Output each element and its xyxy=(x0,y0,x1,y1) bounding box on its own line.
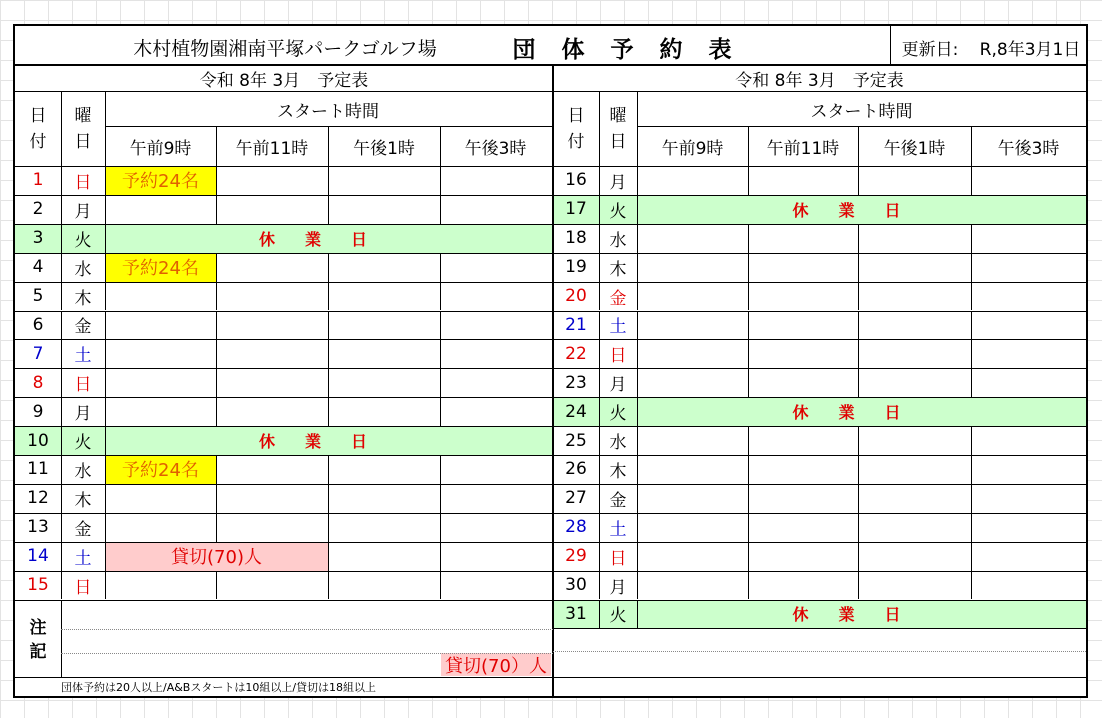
grid-line xyxy=(61,426,62,455)
grid-line xyxy=(216,311,217,340)
closed-label: 休業日 xyxy=(792,605,931,625)
grid-line xyxy=(216,368,217,397)
left-weekday-header-text: 曜 日 xyxy=(74,106,92,152)
grid-line xyxy=(748,368,749,397)
grid-line xyxy=(105,542,106,571)
grid-line xyxy=(61,311,62,340)
weekday: 日 xyxy=(74,172,92,193)
grid-line xyxy=(858,426,859,455)
day-number: 23 xyxy=(565,372,587,393)
day-number: 11 xyxy=(27,459,49,480)
grid-line xyxy=(971,311,972,340)
closed-label: 休業日 xyxy=(792,403,931,423)
grid-line xyxy=(971,224,972,253)
day-number: 27 xyxy=(565,488,587,509)
day-number: 22 xyxy=(565,343,587,364)
grid-line xyxy=(858,339,859,368)
grid-line xyxy=(858,282,859,311)
grid-line xyxy=(748,126,749,166)
left-slot-header: 午前9時 xyxy=(129,138,192,159)
weekday: 金 xyxy=(74,519,92,540)
grid-line xyxy=(637,542,638,571)
charter-label: 貸切(70)人 xyxy=(171,547,262,569)
weekday: 木 xyxy=(609,259,627,280)
grid-line xyxy=(440,166,441,195)
grid-line xyxy=(328,195,329,224)
grid-line xyxy=(599,484,600,513)
grid-line xyxy=(858,368,859,397)
grid-line xyxy=(15,166,1086,167)
grid-line xyxy=(748,513,749,542)
reservation-label: 予約24名 xyxy=(122,460,199,482)
grid-line xyxy=(61,166,62,195)
day-number: 1 xyxy=(32,170,44,191)
day-number: 17 xyxy=(565,199,587,220)
grid-line xyxy=(105,224,106,253)
weekday: 土 xyxy=(74,548,92,569)
grid-line xyxy=(553,651,1086,652)
grid-line xyxy=(599,426,600,455)
day-number: 21 xyxy=(565,314,587,335)
grid-line xyxy=(61,91,62,166)
day-number: 14 xyxy=(27,546,49,567)
grid-line xyxy=(971,339,972,368)
weekday: 火 xyxy=(609,404,627,425)
grid-line xyxy=(637,166,638,195)
legend-charter: 貸切(70）人 xyxy=(445,655,547,677)
reservation-label: 予約24名 xyxy=(122,171,199,193)
grid-line xyxy=(61,542,62,571)
weekday: 火 xyxy=(609,201,627,222)
grid-line xyxy=(328,571,329,600)
day-number: 4 xyxy=(32,257,44,278)
grid-line xyxy=(637,571,638,600)
day-number: 12 xyxy=(27,488,49,509)
weekday: 日 xyxy=(609,346,627,367)
grid-line xyxy=(599,571,600,600)
day-number: 10 xyxy=(27,430,49,451)
weekday: 土 xyxy=(609,519,627,540)
grid-line xyxy=(105,253,106,282)
grid-line xyxy=(440,484,441,513)
grid-line xyxy=(637,253,638,282)
weekday: 水 xyxy=(74,461,92,482)
grid-line xyxy=(61,484,62,513)
left-day-header-text: 日 付 xyxy=(29,106,47,152)
grid-line xyxy=(440,455,441,484)
grid-line xyxy=(637,513,638,542)
grid-line xyxy=(105,339,106,368)
grid-line xyxy=(748,484,749,513)
grid-line xyxy=(748,311,749,340)
sheet-title: 団体予約表 xyxy=(512,36,758,63)
grid-line xyxy=(637,224,638,253)
weekday: 火 xyxy=(74,433,92,454)
weekday: 金 xyxy=(74,317,92,338)
weekday: 水 xyxy=(609,230,627,251)
grid-line xyxy=(858,455,859,484)
grid-line xyxy=(858,126,859,166)
grid-line xyxy=(328,484,329,513)
weekday: 土 xyxy=(609,317,627,338)
day-number: 24 xyxy=(565,401,587,422)
grid-line xyxy=(748,166,749,195)
grid-line xyxy=(105,455,106,484)
grid-line xyxy=(440,282,441,311)
day-number: 19 xyxy=(565,257,587,278)
notes-label: 注 記 xyxy=(29,617,47,662)
grid-line xyxy=(599,166,600,195)
grid-line xyxy=(61,282,62,311)
grid-line xyxy=(216,339,217,368)
right-slot-header: 午前11時 xyxy=(766,138,840,159)
grid-line xyxy=(599,339,600,368)
grid-line xyxy=(216,455,217,484)
weekday: 月 xyxy=(74,201,92,222)
weekday: 木 xyxy=(74,288,92,309)
grid-line xyxy=(599,513,600,542)
day-number: 25 xyxy=(565,430,587,451)
grid-line xyxy=(858,253,859,282)
day-number: 20 xyxy=(565,286,587,307)
grid-line xyxy=(637,91,638,166)
grid-line xyxy=(553,628,1086,629)
day-number: 6 xyxy=(32,314,44,335)
grid-line xyxy=(105,311,106,340)
updated-date: R,8年3月1日 xyxy=(979,39,1081,60)
grid-line xyxy=(216,513,217,542)
left-start-time-header: スタート時間 xyxy=(277,101,379,122)
grid-line xyxy=(328,339,329,368)
grid-line xyxy=(858,166,859,195)
grid-line xyxy=(440,253,441,282)
grid-line xyxy=(216,484,217,513)
day-number: 16 xyxy=(565,170,587,191)
grid-line xyxy=(858,571,859,600)
grid-line xyxy=(971,513,972,542)
grid-line xyxy=(971,542,972,571)
grid-line xyxy=(61,513,62,542)
weekday: 水 xyxy=(74,259,92,280)
grid-line xyxy=(599,542,600,571)
grid-line xyxy=(216,126,217,166)
closed-label: 休業日 xyxy=(258,432,397,452)
grid-line xyxy=(599,397,600,426)
weekday: 木 xyxy=(609,461,627,482)
grid-line xyxy=(61,368,62,397)
grid-line xyxy=(216,253,217,282)
grid-line xyxy=(328,397,329,426)
grid-line xyxy=(858,224,859,253)
grid-line xyxy=(440,368,441,397)
grid-line xyxy=(61,397,62,426)
closed-label: 休業日 xyxy=(258,229,397,249)
grid-line xyxy=(599,253,600,282)
weekday: 月 xyxy=(609,172,627,193)
grid-line xyxy=(105,282,106,311)
grid-line xyxy=(748,571,749,600)
grid-line xyxy=(599,455,600,484)
grid-line xyxy=(216,571,217,600)
day-number: 15 xyxy=(27,575,49,596)
grid-line xyxy=(971,455,972,484)
weekday: 日 xyxy=(74,577,92,598)
grid-line xyxy=(440,126,441,166)
grid-line xyxy=(599,368,600,397)
grid-line xyxy=(637,282,638,311)
grid-line xyxy=(440,397,441,426)
grid-line xyxy=(105,166,106,195)
grid-line xyxy=(440,571,441,600)
grid-line xyxy=(890,26,891,64)
reservation-label: 予約24名 xyxy=(122,258,199,280)
left-slot-header: 午前11時 xyxy=(235,138,309,159)
grid-line xyxy=(599,195,600,224)
left-period-title: 令和 8年 3月 予定表 xyxy=(199,70,369,91)
footnote: 団体予約は20人以上/A&Bスタートは10組以上/貸切は18組以上 xyxy=(61,681,377,694)
day-number: 28 xyxy=(565,517,587,538)
day-number: 8 xyxy=(32,372,44,393)
grid-line xyxy=(553,677,1086,678)
grid-line xyxy=(858,484,859,513)
grid-line xyxy=(971,368,972,397)
grid-line xyxy=(328,253,329,282)
grid-line xyxy=(971,126,972,166)
weekday: 日 xyxy=(609,548,627,569)
right-day-header-text: 日 付 xyxy=(567,106,585,152)
right-start-time-header: スタート時間 xyxy=(810,101,913,122)
grid-line xyxy=(599,600,600,629)
grid-line xyxy=(216,195,217,224)
right-slot-header: 午後1時 xyxy=(883,138,946,159)
grid-line xyxy=(105,195,106,224)
weekday: 金 xyxy=(609,288,627,309)
grid-line xyxy=(971,571,972,600)
right-slot-header: 午後3時 xyxy=(997,138,1060,159)
closed-label: 休業日 xyxy=(792,200,931,220)
grid-line xyxy=(971,253,972,282)
grid-line xyxy=(748,253,749,282)
grid-line xyxy=(328,455,329,484)
grid-line xyxy=(971,484,972,513)
grid-line xyxy=(61,195,62,224)
grid-line xyxy=(748,426,749,455)
grid-line xyxy=(552,64,554,698)
grid-line xyxy=(440,339,441,368)
right-slot-header: 午前9時 xyxy=(661,138,724,159)
grid-line xyxy=(61,224,62,253)
venue-name: 木村植物園湘南平塚パークゴルフ場 xyxy=(133,37,437,60)
grid-line xyxy=(971,426,972,455)
grid-line xyxy=(637,455,638,484)
grid-line xyxy=(440,195,441,224)
grid-line xyxy=(971,282,972,311)
grid-line xyxy=(61,571,62,600)
grid-line xyxy=(440,542,441,571)
grid-line xyxy=(328,368,329,397)
grid-line xyxy=(748,224,749,253)
day-number: 29 xyxy=(565,546,587,567)
right-weekday-header-text: 曜 日 xyxy=(609,106,627,152)
grid-line xyxy=(637,397,638,426)
grid-line xyxy=(748,455,749,484)
grid-line xyxy=(105,91,106,166)
grid-line xyxy=(637,311,638,340)
weekday: 月 xyxy=(609,375,627,396)
grid-line xyxy=(328,126,329,166)
weekday: 木 xyxy=(74,490,92,511)
grid-line xyxy=(105,484,106,513)
grid-line xyxy=(637,484,638,513)
day-number: 2 xyxy=(32,199,44,220)
day-number: 30 xyxy=(565,575,587,596)
grid-line xyxy=(105,513,106,542)
grid-line xyxy=(328,311,329,340)
grid-line xyxy=(440,513,441,542)
grid-line xyxy=(599,311,600,340)
day-number: 26 xyxy=(565,459,587,480)
grid-line xyxy=(105,397,106,426)
left-slot-header: 午後1時 xyxy=(353,138,415,159)
day-number: 13 xyxy=(27,517,49,538)
grid-line xyxy=(216,166,217,195)
grid-line xyxy=(328,166,329,195)
grid-line xyxy=(328,542,329,571)
grid-line xyxy=(15,600,553,601)
right-period-title: 令和 8年 3月 予定表 xyxy=(735,70,904,91)
grid-line xyxy=(599,91,600,166)
grid-line xyxy=(61,253,62,282)
grid-line xyxy=(637,426,638,455)
grid-line xyxy=(599,224,600,253)
left-slot-header: 午後3時 xyxy=(464,138,527,159)
day-number: 31 xyxy=(565,603,587,624)
grid-line xyxy=(858,311,859,340)
weekday: 日 xyxy=(74,375,92,396)
grid-line xyxy=(637,339,638,368)
grid-line xyxy=(440,311,441,340)
updated-label: 更新日: xyxy=(901,39,959,60)
grid-line xyxy=(216,397,217,426)
weekday: 金 xyxy=(609,490,627,511)
weekday: 水 xyxy=(609,433,627,454)
grid-line xyxy=(105,426,106,455)
day-number: 3 xyxy=(32,228,44,249)
weekday: 月 xyxy=(74,404,92,425)
grid-line xyxy=(637,368,638,397)
grid-line xyxy=(61,339,62,368)
grid-line xyxy=(328,282,329,311)
reservation-sheet xyxy=(13,24,1088,698)
weekday: 土 xyxy=(74,346,92,367)
grid-line xyxy=(105,368,106,397)
day-number: 18 xyxy=(565,228,587,249)
grid-line xyxy=(61,629,553,630)
day-number: 7 xyxy=(32,343,44,364)
grid-line xyxy=(971,166,972,195)
grid-line xyxy=(858,513,859,542)
grid-line xyxy=(748,282,749,311)
day-number: 9 xyxy=(32,401,44,422)
grid-line xyxy=(637,195,638,224)
grid-line xyxy=(61,455,62,484)
grid-line xyxy=(61,600,62,679)
grid-line xyxy=(858,542,859,571)
grid-line xyxy=(748,339,749,368)
grid-line xyxy=(599,282,600,311)
grid-line xyxy=(637,600,638,629)
weekday: 火 xyxy=(74,230,92,251)
grid-line xyxy=(328,513,329,542)
weekday: 月 xyxy=(609,577,627,598)
day-number: 5 xyxy=(32,286,44,307)
weekday: 火 xyxy=(609,606,627,627)
grid-line xyxy=(748,542,749,571)
grid-line xyxy=(216,282,217,311)
grid-line xyxy=(105,571,106,600)
